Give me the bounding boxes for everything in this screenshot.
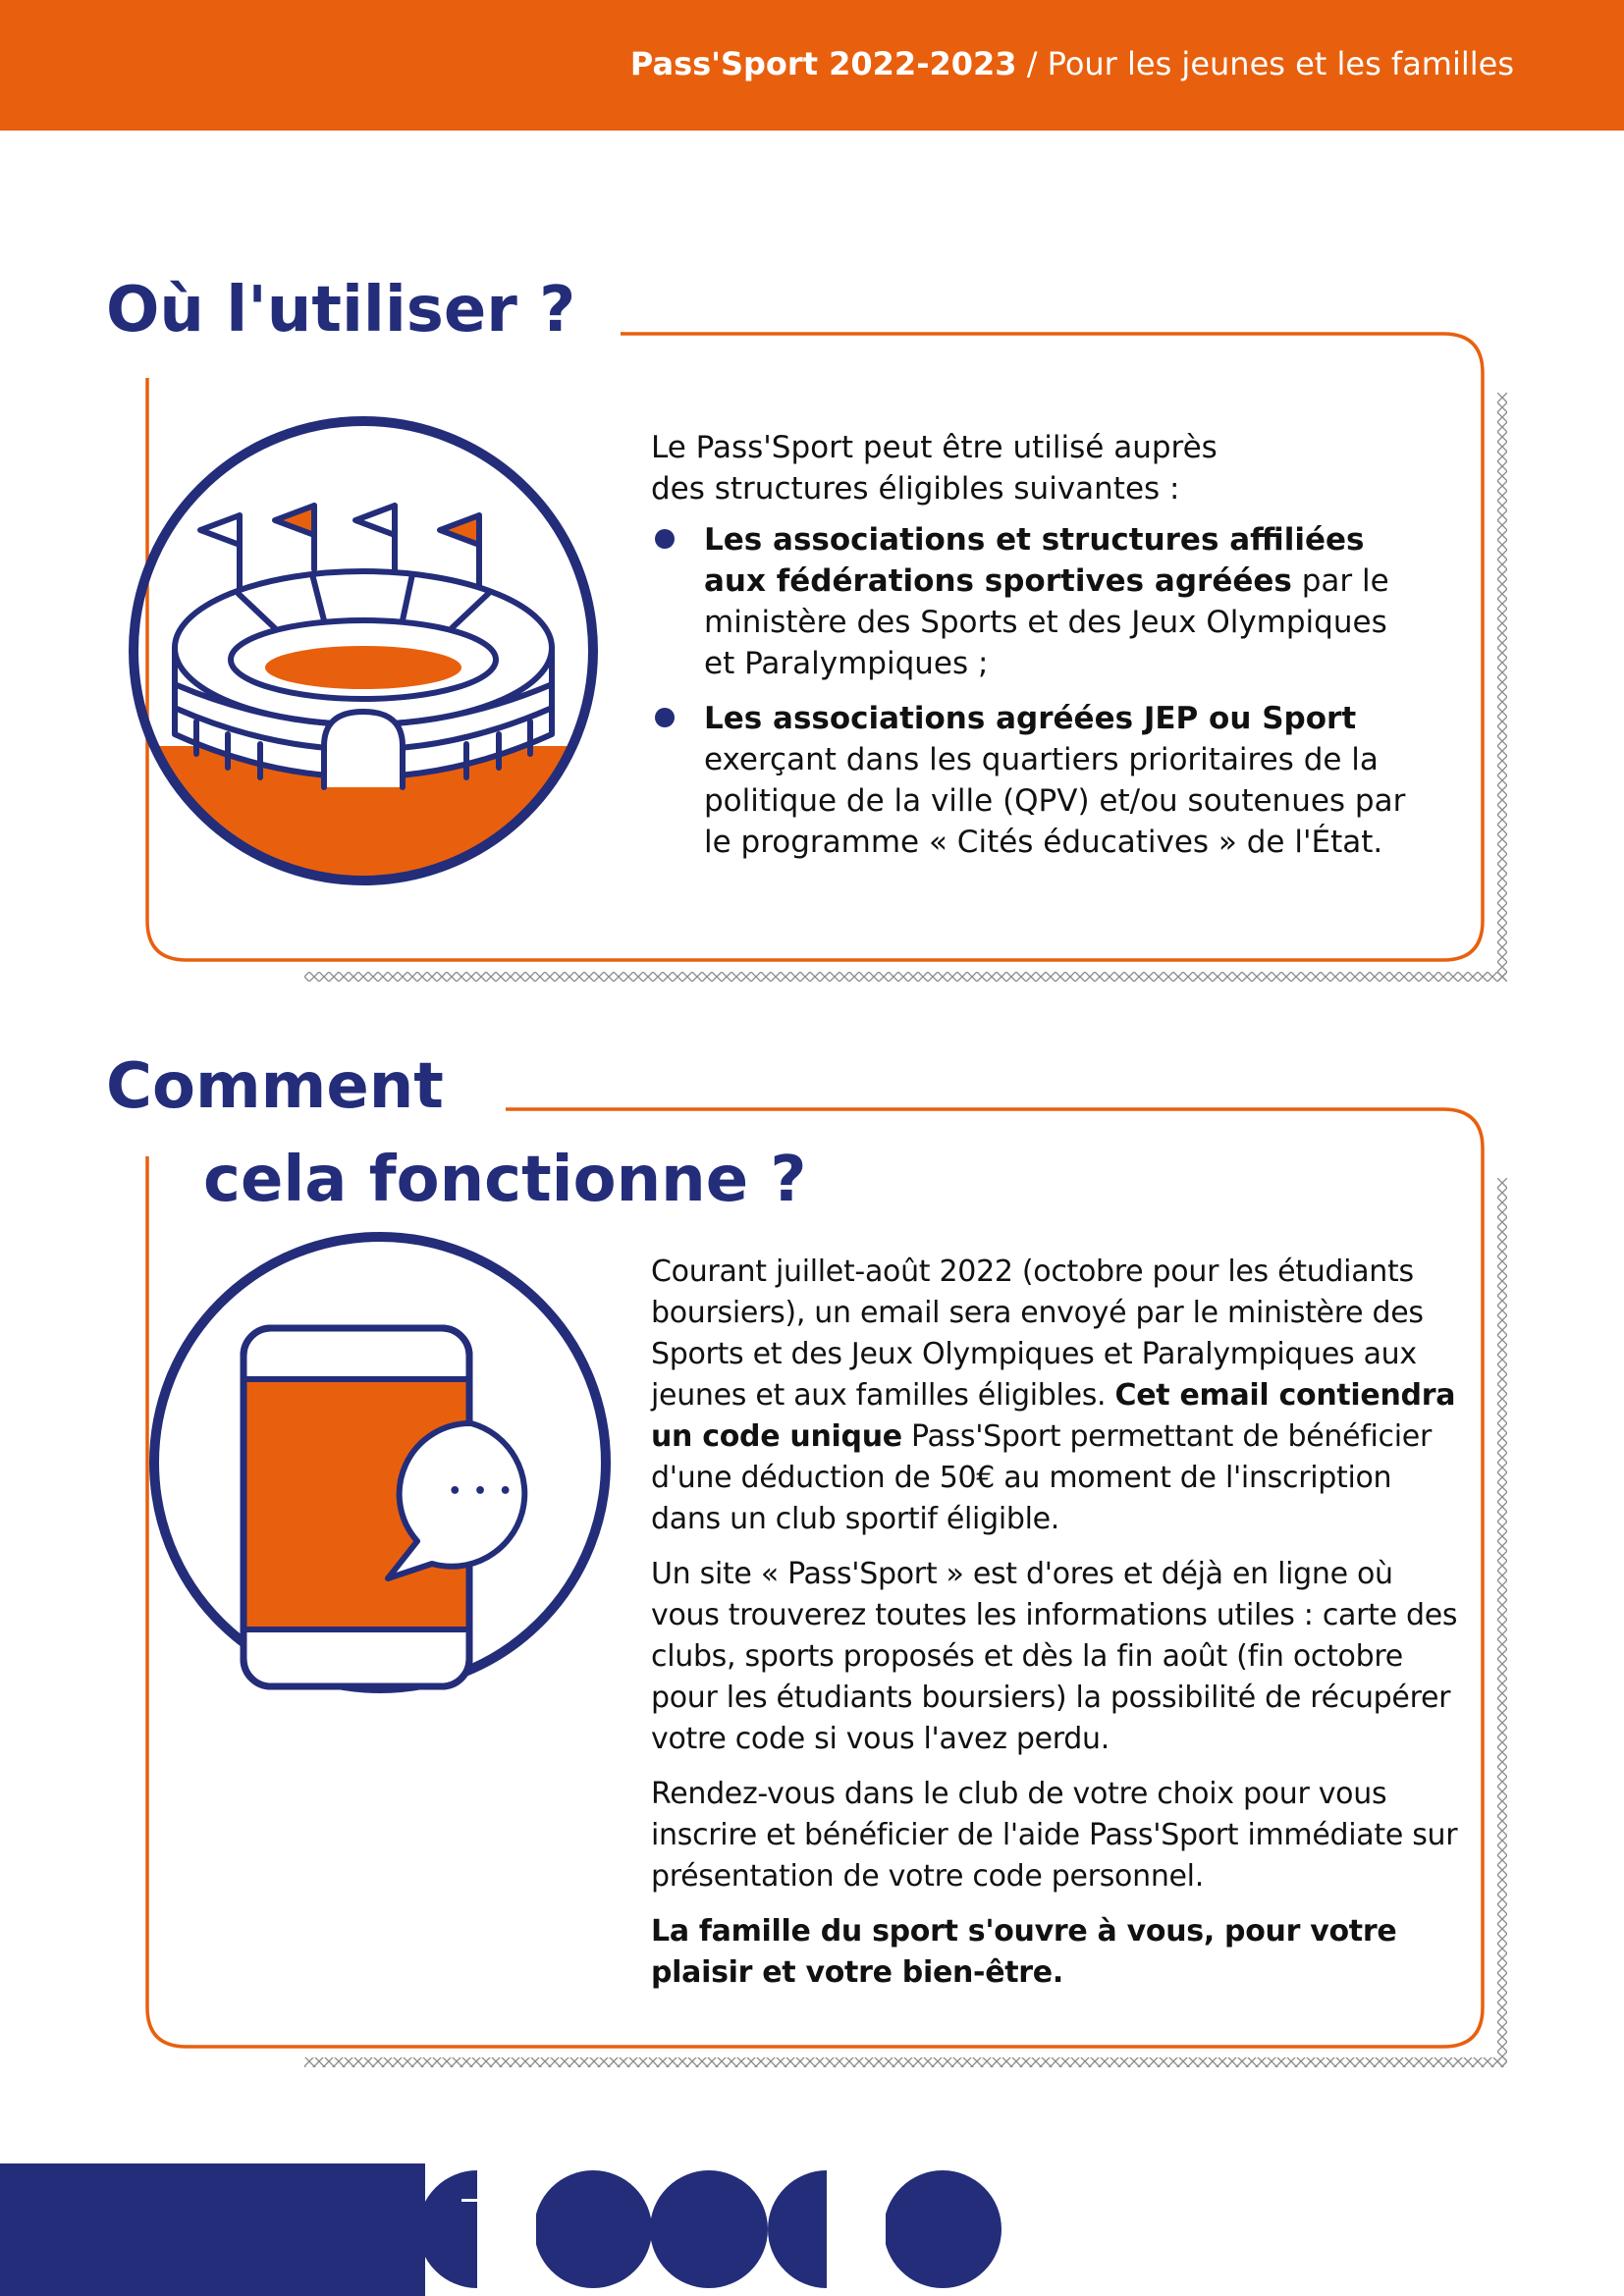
header-separator: / <box>1016 45 1048 82</box>
list-item <box>651 519 1417 684</box>
section-1-intro-line2: des structures éligibles suivantes : <box>651 471 1180 507</box>
section-1-title: Où l'utiliser ? <box>106 274 576 347</box>
para1-text2: Pass'Sport permettant de bénéficier d'une déduction de 50€ au moment de l'inscription dans un club sportif éligible. <box>651 1419 1432 1536</box>
section-2-title-line1: Comment <box>106 1050 444 1123</box>
list-item-bold: Les associations agréées JEP ou Sport <box>704 701 1357 736</box>
section-2-paragraph-3: Rendez-vous dans le club de votre choix pour vous inscrire et bénéficier de l'aide Pass'Sport immédiate sur présentation de votre code personnel. <box>651 1777 1458 1894</box>
section-2-paragraph-2: Un site « Pass'Sport » est d'ores et déjà en ligne où vous trouverez toutes les informations utiles : carte des clubs, sports proposés et dès la fin août (fin octobre pour les étudiants boursiers) la possibilité de récupérer votre code si vous l'avez perdu. <box>651 1557 1458 1756</box>
chat-dots: • • • <box>448 1479 514 1504</box>
list-item-text: exerçant dans les quartiers prioritaires de la politique de la ville (QPV) et/ou soutenues par le programme « Cités éducatives » de l'État. <box>704 742 1406 860</box>
stadium-icon <box>128 421 599 923</box>
section-2-paragraph-1 <box>651 1252 1466 1540</box>
phone-icon <box>154 1237 606 1688</box>
header-title: Pass'Sport 2022-2023 <box>629 45 1017 82</box>
para4-bold: La famille du sport s'ouvre à vous, pour votre plaisir et votre bien-être. <box>651 1914 1397 1990</box>
para1-bold: Cet email contiendra un code unique <box>651 1378 1456 1454</box>
section-2-paragraph-4 <box>651 1911 1466 1994</box>
footer-shapes <box>418 2163 1001 2296</box>
section-2-title-line2: cela fonctionne ? <box>203 1144 807 1216</box>
list-item-text: par le ministère des Sports et des Jeux Olympiques et Paralympiques ; <box>704 563 1389 681</box>
section-1-intro-line1: Le Pass'Sport peut être utilisé auprès <box>651 430 1218 465</box>
header-subtitle: Pour les jeunes et les familles <box>1047 45 1514 82</box>
list-item <box>651 698 1417 863</box>
list-item-bold: Les associations et structures affiliées aux fédérations sportives agréées <box>704 522 1365 599</box>
bullet-icon <box>655 529 675 549</box>
section-1-text <box>651 427 1417 877</box>
para1-text1: Courant juillet-août 2022 (octobre pour les étudiants boursiers), un email sera envoyé par le ministère des Sports et des Jeux Olympiques et Paralympiques aux jeunes et aux familles éligibles. <box>651 1255 1424 1413</box>
bullet-icon <box>655 708 675 727</box>
section-2-text <box>651 1252 1466 2007</box>
footer-bar <box>0 2163 425 2296</box>
section-1-intro <box>651 427 1417 509</box>
eligible-structures-list <box>651 519 1417 863</box>
